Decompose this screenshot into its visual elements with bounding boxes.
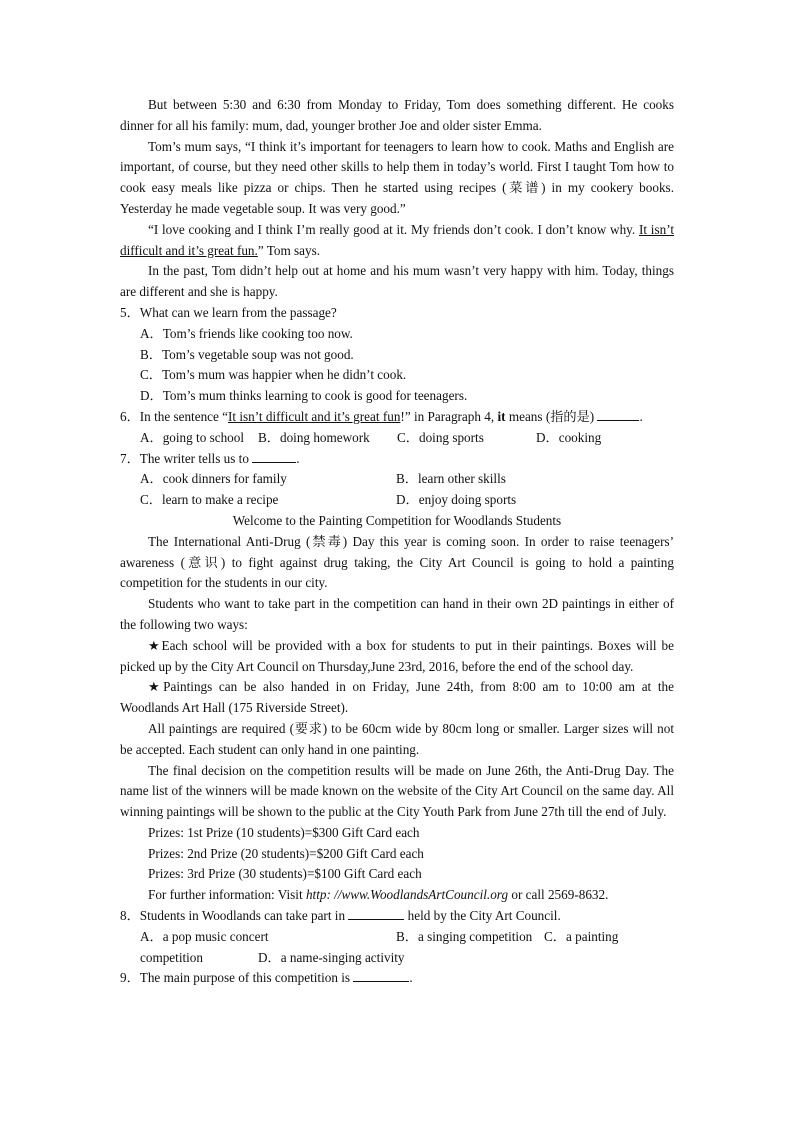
question-5-option-b: B．Tom’s vegetable soup was not good. (140, 346, 354, 362)
story-paragraph-2: Tom’s mum says, “I think it’s important for teenagers to learn how to cook. Maths and English are important, of course, but they need other skills to help them in today’s world. First I taught Tom how to cook easy meals like pizza or chips. Then he started using recipes (菜谱) in my cookery books. Yesterday he made vegetable soup. It was very good.” (120, 138, 674, 216)
q6-stem-mid: !” in Paragraph 4, (400, 408, 498, 424)
q6-stem-after: means (指的是) (505, 408, 598, 424)
answer-blank (597, 407, 639, 421)
story-p3-text-end: ” Tom says. (257, 242, 321, 258)
question-8-option-c: C．a painting (544, 928, 619, 944)
q6-stem-end: . (639, 408, 643, 424)
story-paragraph-4: In the past, Tom didn’t help out at home and his mum wasn’t very happy with him. Today, things are different and she is happy. (120, 263, 674, 300)
question-5 (120, 303, 674, 407)
q6-underlined-sentence: It isn’t difficult and it’s great fun (228, 408, 401, 424)
question-6 (120, 407, 674, 449)
question-7-stem (120, 449, 674, 470)
question-7 (120, 449, 674, 511)
notice-bullet-1: ★Each school will be provided with a box for students to put in their paintings. Boxes will be picked up by the City Art Council on Thursday,June 23rd, 2016, before the end of the school day. (120, 637, 674, 674)
question-6-stem (120, 407, 674, 428)
q9-stem-end: . (409, 970, 413, 986)
info-phone: or call 2569-8632. (508, 887, 609, 903)
website-link[interactable]: http: //www.WoodlandsArtCouncil.org (305, 887, 509, 903)
question-5-option-c: C．Tom’s mum was happier when he didn’t cook. (140, 367, 407, 383)
question-8-options-row-2 (120, 948, 674, 969)
notice-paragraph-1: The International Anti-Drug (禁毒) Day this year is coming soon. In order to raise teenagers’ awareness (意识) to fight against drug taking, the City Art Council is going to hold a painting competition for the students in our city. (120, 533, 674, 591)
q6-stem-text: 6．In the sentence “ (120, 408, 229, 424)
q7-stem-text: 7．The writer tells us to (120, 450, 253, 466)
question-8-option-c-cont: competition (140, 949, 203, 965)
story-paragraph-1: But between 5:30 and 6:30 from Monday to Friday, Tom does something different. He cooks dinner for all his family: mum, dad, younger brother Joe and older sister Emma. (120, 97, 674, 133)
notice-paragraph-5: All paintings are required (要求) to be 60cm wide by 80cm long or smaller. Larger sizes will not be accepted. Each student can only hand in one painting. (120, 720, 674, 757)
q8-stem-after: held by the City Art Council. (404, 908, 561, 924)
question-8-option-a: A．a pop music concert (140, 928, 269, 944)
story-paragraph-3 (120, 220, 674, 262)
question-7-option-c: C．learn to make a recipe (140, 492, 279, 508)
question-7-option-b: B．learn other skills (396, 471, 506, 487)
question-7-options-row-1 (120, 469, 674, 490)
document-page (120, 95, 674, 989)
underlined-sentence: It isn’t difficult and it’s great fun. (120, 221, 675, 258)
question-6-option-b: B．doing homework (258, 429, 370, 445)
q9-stem-text: 9．The main purpose of this competition is (120, 970, 354, 986)
prize-line-1: Prizes: 1st Prize (10 students)=$300 Gift Card each (148, 824, 420, 840)
prize-line-3: Prizes: 3rd Prize (30 students)=$100 Gift Card each (148, 866, 422, 882)
question-5-option-d: D．Tom’s mum thinks learning to cook is good for teenagers. (140, 388, 468, 404)
question-6-options (120, 428, 674, 449)
notice-bullet-2: ★Paintings can be also handed in on Friday, June 24th, from 8:00 am to 10:00 am at the Woodlands Art Hall (175 Riverside Street). (120, 679, 674, 716)
answer-blank (348, 906, 404, 920)
notice-title: Welcome to the Painting Competition for Woodlands Students (232, 512, 562, 528)
question-6-option-a: A．going to school (140, 429, 245, 445)
question-5-stem: 5．What can we learn from the passage? (120, 304, 337, 320)
question-9-stem (120, 968, 674, 989)
further-info (120, 885, 674, 906)
question-8-option-b: B．a singing competition (396, 928, 533, 944)
question-6-option-c: C．doing sports (397, 429, 484, 445)
story-p3-text: “I love cooking and I think I’m really good at it. My friends don’t cook. I don’t know why. (148, 221, 639, 237)
answer-blank (353, 968, 409, 982)
question-8-options-row-1 (120, 927, 674, 948)
q7-stem-end: . (296, 450, 300, 466)
notice-paragraph-2: Students who want to take part in the competition can hand in their own 2D paintings in either of the following two ways: (120, 596, 674, 632)
question-5-option-a: A．Tom’s friends like cooking too now. (140, 325, 353, 341)
question-8 (120, 906, 674, 968)
question-6-option-d: D．cooking (536, 429, 602, 445)
prize-line-2: Prizes: 2nd Prize (20 students)=$200 Gift Card each (148, 845, 424, 861)
question-7-option-a: A．cook dinners for family (140, 471, 287, 487)
q6-bold-word: it (497, 408, 506, 424)
info-text: For further information: Visit (148, 887, 306, 903)
answer-blank (252, 449, 296, 463)
question-7-option-d: D．enjoy doing sports (396, 492, 517, 508)
question-8-stem (120, 906, 674, 927)
question-8-option-d: D．a name-singing activity (258, 949, 405, 965)
q8-stem-text: 8．Students in Woodlands can take part in (120, 908, 349, 924)
notice-paragraph-6: The final decision on the competition results will be made on June 26th, the Anti-Drug Day. The name list of the winners will be made known on the website of the City Art Council on the same day. All winning paintings will be shown to the public at the City Youth Park from June 27th till the end of July. (120, 762, 674, 820)
question-7-options-row-2 (120, 490, 674, 511)
question-9 (120, 968, 674, 989)
